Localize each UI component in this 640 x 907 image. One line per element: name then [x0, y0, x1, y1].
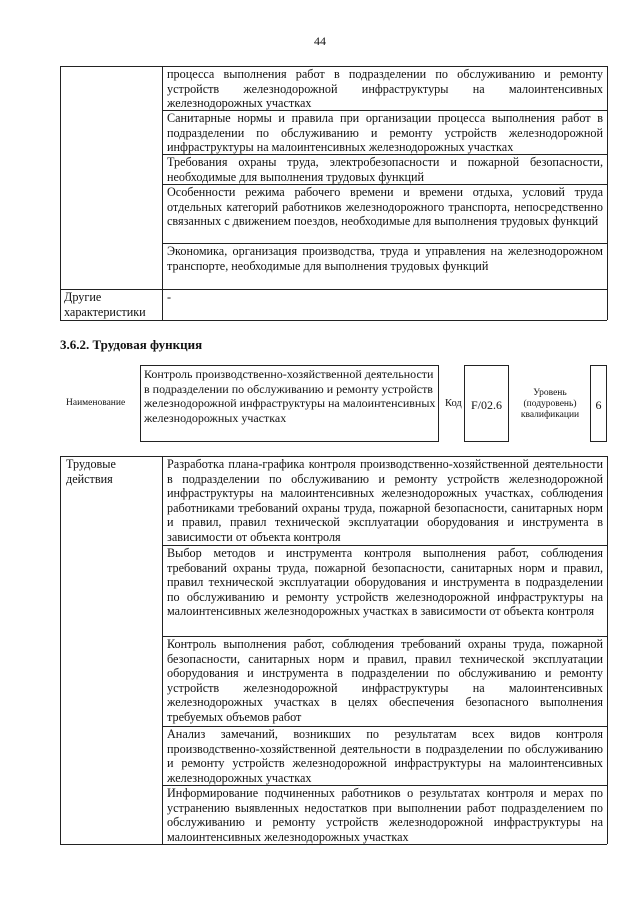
- qualification-level: 6: [595, 398, 602, 412]
- section-title: 3.6.2. Трудовая функция: [60, 337, 203, 352]
- action-row: Контроль выполнения работ, соблюдения требований охраны труда, пожарной безопасности, санитарных норм и правил, правил технической эксплуатации оборудования и инструмента в подразделении по обслуживанию и ремонту устройств железнодорожной инфраструктуры на малоинтенсивных железнодорожных участках в целях обеспечения безопасного выполнения требуемых объемов работ: [167, 637, 603, 724]
- code-label: Код: [445, 398, 462, 409]
- knowledge-row: процесса выполнения работ в подразделении по обслуживанию и ремонту устройств железнодорожной инфраструктуры на малоинтенсивных железнодорожных участках: [167, 67, 603, 111]
- other-characteristics-label: Другие характеристики: [64, 290, 146, 319]
- name-label: Наименование: [66, 398, 126, 408]
- level-label: Уровень (подуровень) квалификации: [520, 388, 580, 420]
- page-number: 44: [314, 34, 326, 48]
- other-characteristics-value: -: [167, 290, 172, 304]
- action-row: Выбор методов и инструмента контроля выполнения работ, соблюдения требований охраны труда, пожарной безопасности, санитарных норм и правил, правил технической эксплуатации оборудования и инструмента в подразделении по обслуживанию и ремонту устройств железнодорожной инфраструктуры на малоинтенсивных железнодорожных участках в зависимости от объекта контроля: [167, 546, 603, 619]
- action-row: Анализ замечаний, возникших по результатам всех видов контроля производственно-хозяйственной деятельности в подразделении по обслуживанию и ремонту устройств железнодорожной инфраструктуры на малоинтенсивных железнодорожных участках: [167, 727, 603, 785]
- knowledge-row: Требования охраны труда, электробезопасности и пожарной безопасности, необходимые для выполнения трудовых функций: [167, 155, 603, 184]
- knowledge-row: Экономика, организация производства, труда и управления на железнодорожном транспорте, необходимые для выполнения трудовых функций: [167, 244, 603, 273]
- action-row: Разработка плана-графика контроля производственно-хозяйственной деятельности в подразделении по обслуживанию и ремонту устройств железнодорожной инфраструктуры на малоинтенсивных железнодорожных участках, соблюдения работниками требований охраны труда, пожарной безопасности, санитарных норм и правил, правил технической эксплуатации оборудования и инструмента в зависимости от объекта контроля: [167, 457, 603, 544]
- knowledge-row: Особенности режима рабочего времени и времени отдыха, условий труда отдельных категорий работников железнодорожного транспорта, непосредственно связанных с движением поездов, необходимые для выполнения трудовых функций: [167, 185, 603, 229]
- labor-actions-label: Трудовые действия: [66, 457, 116, 486]
- function-name: Контроль производственно-хозяйственной деятельности в подразделении по обслуживанию и ремонту устройств железнодорожной инфраструктуры на малоинтенсивных железнодорожных участках: [144, 367, 436, 425]
- action-row: Информирование подчиненных работников о результатах контроля и мерах по устранению выявленных недостатков при выполнении работ подразделением по обслуживанию и ремонту устройств железнодорожной инфраструктуры на малоинтенсивных железнодорожных участках: [167, 786, 603, 844]
- knowledge-row: Санитарные нормы и правила при организации процесса выполнения работ в подразделении по обслуживанию и ремонту устройств железнодорожной инфраструктуры на малоинтенсивных железнодорожных участках: [167, 111, 603, 155]
- function-code: F/02.6: [470, 398, 502, 412]
